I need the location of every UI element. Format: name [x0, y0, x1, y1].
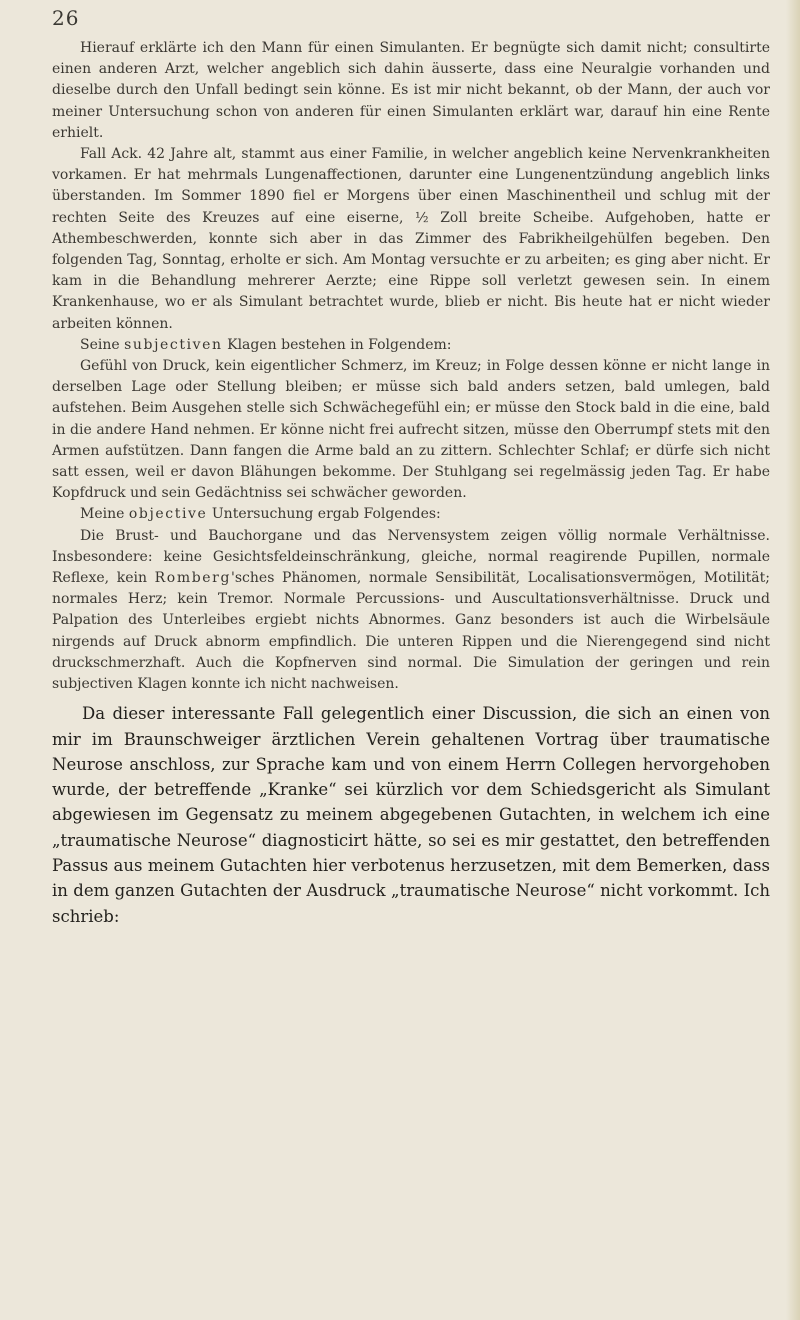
paragraph-objective-findings	[52, 526, 770, 696]
paragraph-subjective-complaints: Gefühl von Druck, kein eigentlicher Schmerz, im Kreuz; in Folge dessen könne er nicht lange in derselben Lage oder Stellung bleiben; er müsse sich bald anders setzen, bald umlegen, bald aufstehen. Beim Ausgehen stelle sich Schwächegefühl ein; er müsse den Stock bald in die eine, bald in die andere Hand nehmen. Er könne nicht frei aufrecht sitzen, müsse den Oberrumpf stets mit den Armen aufstützen. Dann fangen die Arme bald an zu zittern. Schlechter Schlaf; er dürfe sich nicht satt essen, weil er davon Blähungen bekomme. Der Stuhlgang sei regelmässig jeden Tag. Er habe Kopfdruck und sein Gedächtniss sei schwächer geworden.	[52, 358, 770, 502]
text: Meine	[80, 506, 129, 523]
text: Die Brust- und Bauchorgane und das Nervensystem zeigen völlig normale Verhältnisse. Insbesondere: keine Gesichtsfeldeinschränkung, gleiche, normal reagirende Pupillen, normale Reflexe, kein	[52, 527, 770, 587]
discussion-block	[52, 701, 770, 929]
paragraph-subjective-heading	[52, 335, 770, 356]
page-body	[52, 38, 770, 929]
emphasis-subjective: subjectiven	[124, 336, 223, 353]
paragraph-objective-heading	[52, 504, 770, 525]
paragraph-case-ack: Fall Ack. 42 Jahre alt, stammt aus einer Familie, in welcher angeblich keine Nervenkrankheiten vorkamen. Er hat mehrmals Lungenaffectionen, darunter eine Lungenentzündung angeblich links überstanden. Im Sommer 1890 fiel er Morgens über einen Maschinentheil und schlug mit der rechten Seite des Kreuzes auf eine eiserne, ½ Zoll breite Scheibe. Aufgehoben, hatte er Athembeschwerden, konnte sich aber in das Zimmer des Fabrikheilgehülfen begeben. Den folgenden Tag, Sonntag, erholte er sich. Am Montag versuchte er zu arbeiten; es ging aber nicht. Er kam in die Behandlung mehrerer Aerzte; eine Rippe soll verletzt gewesen sein. In einem Krankenhause, wo er als Simulant betrachtet wurde, blieb er nicht. Bis heute hat er nicht wieder arbeiten können.	[52, 146, 770, 332]
text: Untersuchung ergab Folgendes:	[207, 506, 441, 523]
paragraph-discussion: Da dieser interessante Fall gelegentlich einer Discussion, die sich an einen von mir im Braunschweiger ärztlichen Verein gehaltenen Vortrag über traumatische Neurose anschloss, zur Sprache kam und von einem Herrn Collegen hervorgehoben wurde, der betreffende „Kranke“ sei kürzlich vor dem Schiedsgericht als Simulant abgewiesen im Gegensatz zu meinem abgegebenen Gutachten, in welchem ich eine „traumatische Neurose“ diagnosticirt hätte, so sei es mir gestattet, den betreffenden Passus aus meinem Gutachten hier verbotenus herzusetzen, mit dem Bemerken, dass in dem ganzen Gutachten der Ausdruck „traumatische Neurose“ nicht vorkommt. Ich schrieb:	[52, 704, 770, 926]
case-report-block	[52, 38, 770, 695]
text: Klagen bestehen in Folgendem:	[222, 336, 452, 353]
text: 'sches Phänomen, normale Sensibilität, Localisationsvermögen, Motilität; normales Herz; kein Tremor. Normale Percussions- und Auscultationsverhältnisse. Druck und Palpation des Unterleibes ergiebt nichts Abnormes. Ganz besonders ist auch die Wirbelsäule nirgends auf Druck abnorm empfindlich. Die unteren Rippen und die Nierengegend sind nicht druckschmerzhaft. Auch die Kopfnerven sind normal. Die Simulation der geringen und rein subjectiven Klagen konnte ich nicht nachweisen.	[52, 570, 770, 693]
emphasis-romberg: Romberg	[154, 570, 232, 587]
emphasis-objective: objective	[128, 506, 208, 523]
page-edge-shading	[786, 0, 800, 1320]
text: Seine	[80, 336, 125, 353]
page-number: 26	[52, 6, 80, 30]
paragraph-simulant-conclusion: Hierauf erklärte ich den Mann für einen Simulanten. Er begnügte sich damit nicht; consultirte einen anderen Arzt, welcher angeblich sich dahin äusserte, dass eine Neuralgie vorhanden und dieselbe durch den Unfall bedingt sein könne. Es ist mir nicht bekannt, ob der Mann, der auch vor meiner Untersuchung schon von anderen für einen Simulanten erklärt war, darauf hin eine Rente erhielt.	[52, 40, 770, 141]
